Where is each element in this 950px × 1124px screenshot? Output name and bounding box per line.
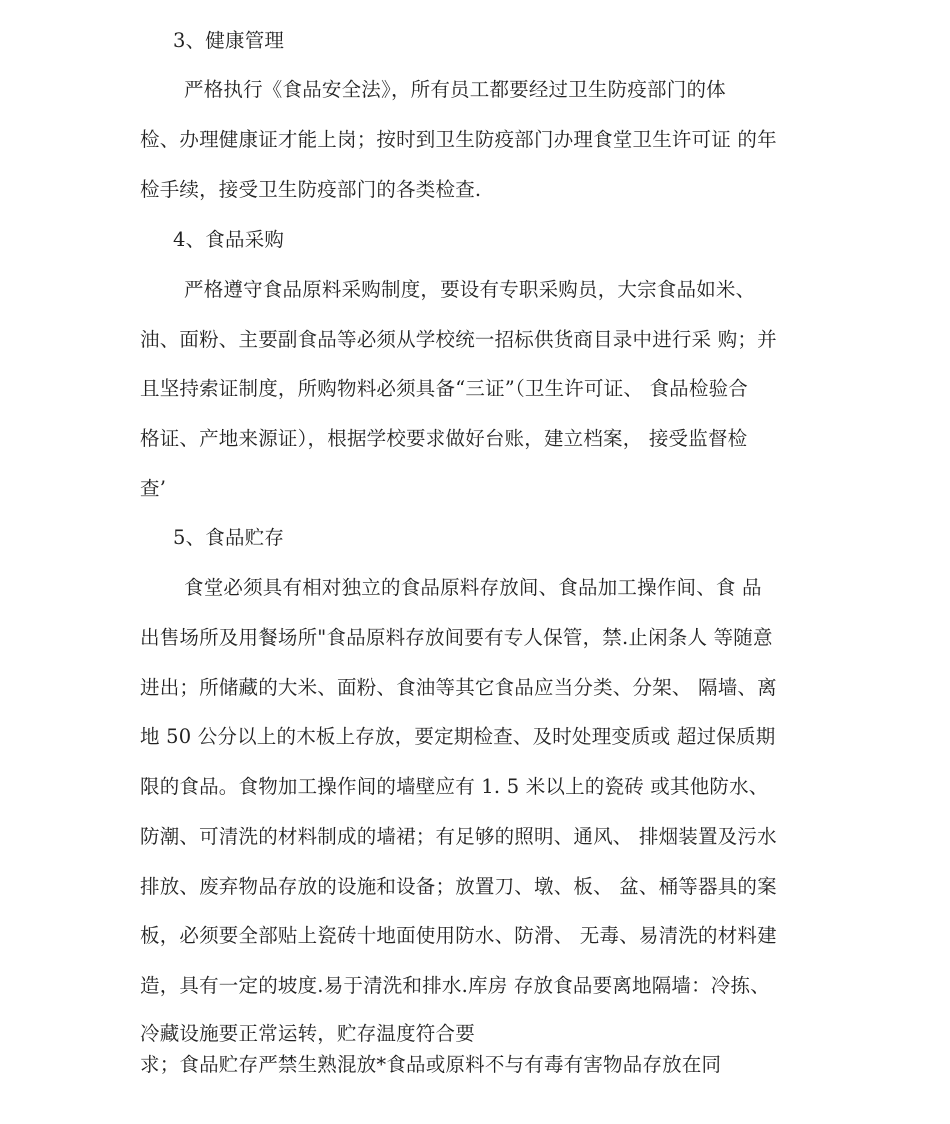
paragraph-line: 格证、产地来源证），根据学校要求做好台账，建立档案， 接受监督检	[140, 427, 748, 450]
paragraph-line: 排放、废弃物品存放的设施和设备；放置刀、墩、板、 盆、桶等器具的案	[140, 875, 777, 898]
section-heading-health: 3、健康管理	[173, 29, 285, 52]
paragraph-line: 油、面粉、主要副食品等必须从学校统一招标供货商目录中进行采 购；并	[140, 328, 777, 351]
paragraph-line: 造，具有一定的坡度.易于清洗和排水.库房 存放食品要离地隔墙：冷拣、	[140, 974, 770, 997]
paragraph-line: 冷藏设施要正常运转，贮存温度符合要	[140, 1022, 475, 1045]
paragraph-line: 且坚持索证制度，所购物料必须具备“三证”（卫生许可证、 食品检验合	[140, 377, 748, 400]
paragraph-line: 查’	[140, 477, 167, 500]
paragraph-line: 出售场所及用餐场所"食品原料存放间要有专人保管，禁.止闲条人 等随意	[140, 626, 773, 649]
paragraph-line: 进出；所储藏的大米、面粉、食油等其它食品应当分类、分架、 隔墙、离	[140, 676, 777, 699]
paragraph-line: 限的食品。食物加工操作间的墙壁应有 1. 5 米以上的瓷砖 或其他防水、	[140, 775, 769, 798]
paragraph-line: 板，必须要全部贴上瓷砖十地面使用防水、防滑、 无毒、易清洗的材料建	[140, 924, 777, 947]
section-heading-storage: 5、食品贮存	[173, 526, 285, 549]
paragraph-line: 食堂必须具有相对独立的食品原料存放间、食品加工操作间、食 品	[184, 576, 762, 599]
paragraph-line: 检手续，接受卫生防疫部门的各类检查.	[140, 178, 482, 201]
paragraph-line: 求；食品贮存严禁生熟混放*食品或原料不与有毒有害物品存放在同	[140, 1053, 722, 1076]
paragraph-line: 地 50 公分以上的木板上存放，要定期检查、及时处理变质或 超过保质期	[140, 725, 776, 748]
paragraph-line: 严格执行《食品安全法》，所有员工都要经过卫生防疫部门的体	[184, 78, 726, 101]
paragraph-line: 检、办理健康证才能上岗；按时到卫生防疫部门办理食堂卫生许可证 的年	[140, 128, 777, 151]
paragraph-line: 严格遵守食品原料采购制度，要设有专职采购员，大宗食品如米、	[184, 278, 756, 301]
paragraph-line: 防潮、可清洗的材料制成的墙裙；有足够的照明、通风、 排烟装置及污水	[140, 825, 777, 848]
section-heading-procurement: 4、食品采购	[173, 228, 285, 251]
